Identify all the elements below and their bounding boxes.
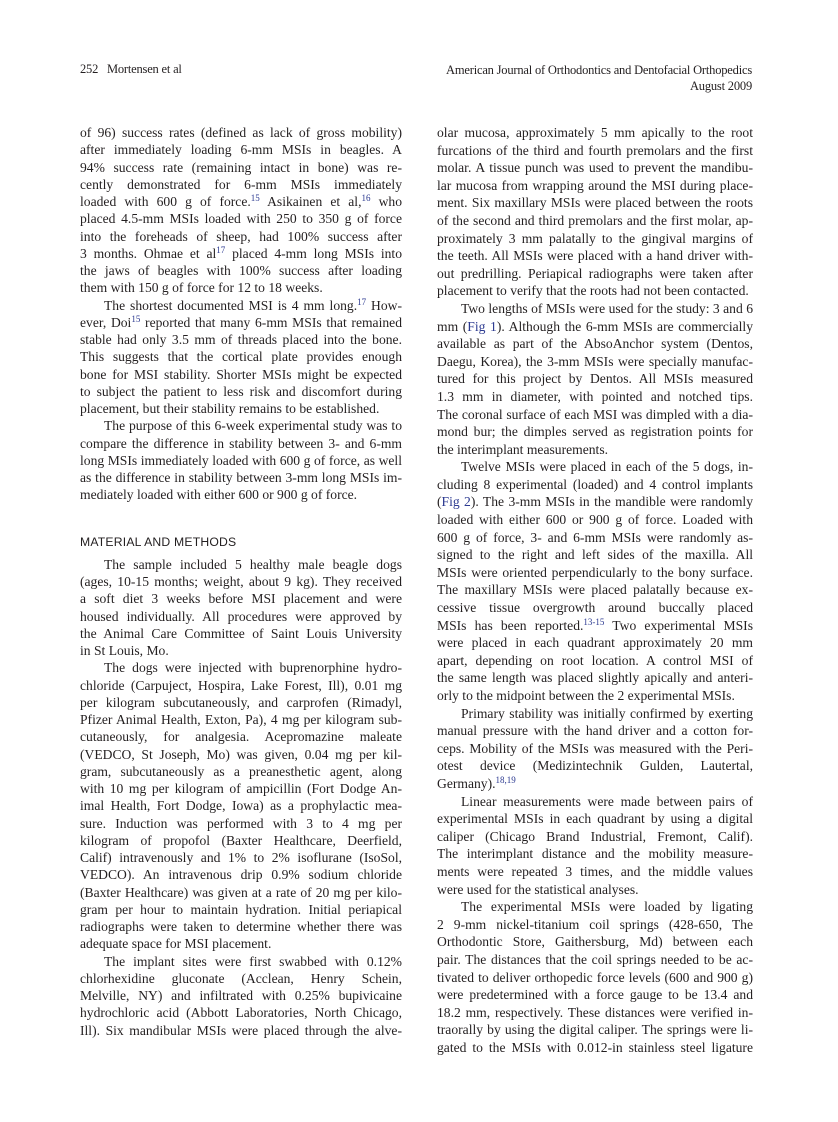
text-line: were predetermined with a force gauge to be 13.4 and: [437, 987, 753, 1003]
text-line: furcations of the third and fourth premolars and the first: [437, 142, 753, 158]
section-heading: MATERIAL AND METHODS: [80, 534, 237, 549]
journal-title: American Journal of Orthodontics and Dentofacial Orthopedics: [446, 63, 752, 77]
text-line: imal Health, Fort Dodge, Iowa) as a prophylactic mea-: [80, 798, 402, 814]
text-line: The purpose of this 6-week experimental study was to: [104, 418, 402, 434]
citation-reference-link[interactable]: 16: [361, 193, 371, 203]
text-line: cluding 8 experimental (loaded) and 4 control implants: [437, 476, 753, 492]
text-line: Orthodontic Store, Gaithersburg, Md) between each: [437, 934, 753, 950]
text-line: The coronal surface of each MSI was dimpled with a dia-: [437, 406, 753, 422]
running-authors: Mortensen et al: [106, 62, 182, 76]
text-line: the Animal Care Committee of Saint Louis University: [80, 625, 402, 641]
text-line: gram, subcutaneously as a preanesthetic agent, along: [80, 763, 402, 779]
left-column: [80, 124, 402, 1039]
text-line: pair. The distances that the coil springs needed to be ac-: [437, 951, 753, 967]
text-line: signed to the right and left sides of the maxilla. All: [437, 547, 753, 563]
citation-reference-link[interactable]: 18,19: [495, 774, 516, 785]
text-line: The shortest documented MSI is 4 mm long.$^{17}$ How-: [104, 296, 402, 313]
right-column: [437, 124, 753, 1056]
text-line: with 10 mg per kilogram of ampicillin (Fort Dodge An-: [80, 781, 402, 796]
text-line: loaded with 600 g of force.$^{15}$ Asikainen et al,$^{16}$ who: [80, 193, 402, 209]
text-line: Melville, NY) and infiltrated with 0.25% bupivicaine: [80, 988, 402, 1003]
text-line: ceps. Mobility of the MSIs was measured with the Peri-: [437, 740, 753, 756]
text-line: VEDCO). An intravenous drip 0.9% sodium chloride: [80, 867, 402, 883]
text-line: proximately 3 mm palatally to the gingival margins of: [437, 230, 753, 246]
text-line: them with 150 g of force for 12 to 18 weeks.: [80, 280, 323, 296]
paragraph: [437, 705, 753, 793]
text-line: The sample included 5 healthy male beagle dogs: [104, 556, 402, 572]
text-line: in St Louis, Mo.: [80, 643, 169, 658]
citation-reference-link[interactable]: 15: [250, 193, 260, 203]
text-line: the interimplant measurements.: [437, 441, 609, 457]
paragraph: [80, 124, 402, 297]
text-line: chlorhexidine gluconate (Acclean, Henry Schein,: [80, 970, 402, 986]
paragraph: [80, 297, 402, 418]
text-line: radiographs were taken to determine whether there was: [80, 919, 402, 934]
text-line: 3 months. Ohmae et $al^{17}$ placed 4-mm long MSIs into: [80, 244, 402, 261]
running-header-right: [446, 62, 752, 94]
text-line: otest device (Medizintechnik Gulden, Lautertal,: [437, 758, 753, 774]
text-line: The implant sites were first swabbed with 0.12%: [104, 953, 402, 969]
text-line: Linear measurements were made between pairs of: [461, 793, 753, 809]
text-line: (VEDCO, St Joseph, Mo) was given, 0.04 mg per kil-: [80, 746, 402, 762]
citation-reference-link[interactable]: 13-15: [583, 616, 605, 627]
text-line: chloride (Carpuject, Hospira, Lake Forest, Ill), 0.01 mg: [80, 677, 402, 693]
text-line: long MSIs immediately loaded with 600 g of force, as well: [80, 452, 402, 468]
text-line: placed 4.5-mm MSIs loaded with 250 to 350 g of force: [80, 211, 402, 227]
text-line: 2 9-mm nickel-titanium coil springs (428-650, The: [437, 916, 753, 932]
text-line: 600 g of force, 3- and 6-mm MSIs were randomly as-: [437, 529, 753, 545]
paragraph: [437, 124, 753, 300]
text-line: The dogs were injected with buprenorphine hydro-: [104, 660, 402, 676]
text-line: Daegu, Korea), the 3-mm MSIs were specially manufac-: [437, 353, 753, 369]
text-line: MSIs has been reported.$^{13-15}$ Two experimental MSIs: [437, 616, 753, 633]
text-line: placement, but their stability remains to be established.: [80, 401, 380, 416]
text-line: (ages, 10-15 months; weight, about 9 kg). They received: [80, 574, 402, 589]
text-line: housed individually. All procedures were approved by: [80, 608, 402, 624]
paragraph: [80, 659, 402, 952]
text-line: of the second and third premolars and the first molar, ap-: [437, 212, 753, 228]
paragraph: [80, 556, 402, 660]
text-line: (Fig 2). The 3-mm MSIs in the mandible were randomly: [437, 494, 753, 510]
text-line: after immediately loading 6-mm MSIs in beagles. A: [80, 142, 402, 158]
text-line: tured for this project by Dentos. All MSIs measured: [437, 371, 753, 387]
text-line: into the foreheads of sheep, had 100% success after: [80, 228, 402, 244]
text-line: orly to the midpoint between the 2 experimental MSIs.: [437, 688, 735, 703]
issue-date: August 2009: [689, 79, 752, 93]
figure-reference-link[interactable]: Fig 1: [467, 318, 497, 334]
text-line: Germany).$^{18,19}$: [437, 774, 516, 791]
text-line: Primary stability was initially confirmed by exerting: [461, 705, 753, 721]
text-line: stable had only 3.5 mm of threads placed into the bone.: [80, 332, 402, 347]
text-line: tivated to deliver orthopedic force levels (600 and 900 g): [437, 969, 753, 985]
text-line: were placed in each quadrant approximately 20 mm: [437, 635, 753, 651]
text-line: experimental MSIs in each quadrant by using a digital: [437, 811, 753, 827]
text-line: lar mucosa from wrapping around the MSI during place-: [437, 177, 753, 193]
paragraph: [437, 458, 753, 704]
text-line: mm (Fig 1). Although the 6-mm MSIs are commercially: [437, 318, 753, 334]
citation-reference-link[interactable]: 15: [131, 313, 141, 324]
paragraph: [80, 953, 402, 1039]
text-line: The experimental MSIs were loaded by ligating: [461, 899, 753, 915]
text-line: (Baxter Healthcare) was given at a rate of 20 mg per kilo-: [80, 884, 402, 900]
text-line: to subject the patient to less risk and discomfort during: [80, 383, 402, 399]
text-line: as the difference in stability between 3-mm long MSIs im-: [80, 470, 402, 485]
text-line: 94% success rate (remaining intact in bone) was re-: [80, 159, 402, 175]
text-line: loaded with either 600 or 900 g of force. Loaded with: [437, 512, 753, 528]
text-line: traorally by using the digital caliper. The springs were li-: [437, 1022, 753, 1038]
text-line: cently demonstrated for 6-mm MSIs immediately: [80, 176, 402, 192]
text-line: mond bur; the dimples served as registration points for: [437, 424, 753, 440]
text-line: ments were repeated 3 times, and the middle values: [437, 863, 753, 879]
text-line: the jaws of beagles with 100% success after loading: [80, 263, 402, 278]
text-line: sure. Induction was performed with 3 to 4 mg per: [80, 815, 402, 831]
paragraph: [437, 300, 753, 458]
text-line: Calif) intravenously and 1% to 2% isoflurane (IsoSol,: [80, 850, 402, 865]
text-line: Ill). Six mandibular MSIs were placed through the alve-: [80, 1022, 402, 1038]
text-line: adequate space for MSI placement.: [80, 936, 272, 952]
text-line: compare the difference in stability between 3- and 6-mm: [80, 435, 402, 451]
citation-reference-link[interactable]: 17: [357, 296, 367, 307]
text-line: This suggests that the cortical plate provides enough: [80, 349, 402, 365]
text-line: The maxillary MSIs were placed palatally because ex-: [437, 582, 753, 598]
text-line: mediately loaded with either 600 or 900 g of force.: [80, 487, 358, 503]
paragraph: [80, 417, 402, 503]
text-line: of 96) success rates (defined as lack of gross mobility): [80, 125, 402, 140]
text-line: ment. Six maxillary MSIs were placed between the roots: [437, 195, 753, 211]
text-line: the teeth. All MSIs were placed with a hand driver with-: [437, 248, 753, 264]
text-line: placement to verify that the roots had not been contacted.: [437, 283, 749, 299]
text-line: Two lengths of MSIs were used for the study: 3 and 6: [461, 300, 753, 316]
paragraph: [437, 793, 753, 899]
text-line: 1.3 mm in diameter, with pointed and notched tips.: [437, 388, 753, 404]
text-line: bone for MSI stability. Shorter MSIs might be expected: [80, 366, 402, 382]
figure-reference-link[interactable]: Fig 2: [441, 494, 471, 510]
text-line: The interimplant distance and the mobility measure-: [437, 846, 753, 862]
text-line: cutaneously, for analgesia. Acepromazine maleate: [80, 729, 402, 745]
page-number: 252: [80, 62, 99, 76]
text-line: kilogram of propofol (Baxter Healthcare, Deerfield,: [80, 832, 402, 848]
text-line: olar mucosa, approximately 5 mm apically to the root: [437, 125, 753, 140]
text-line: Pfizer Animal Health, Exton, Pa), 4 mg per kilogram sub-: [80, 712, 402, 727]
text-line: per kilogram subcutaneously, and carprofen (Rimadyl,: [80, 694, 402, 710]
text-line: 18.2 mm, respectively. These distances were verified in-: [437, 1004, 753, 1020]
text-line: out predrilling. Periapical radiographs were taken after: [437, 265, 753, 281]
text-line: the same length was placed slightly apically and anteri-: [437, 670, 753, 686]
text-line: caliper (Chicago Brand Industrial, Fremont, Calif).: [437, 828, 753, 844]
text-line: were used for the statistical analyses.: [437, 881, 639, 897]
text-line: MSIs were oriented perpendicularly to the bony surface.: [437, 564, 753, 580]
text-line: gated to the MSIs with 0.012-in stainless steel ligature: [437, 1039, 753, 1055]
citation-reference-link[interactable]: 17: [216, 244, 226, 255]
text-line: cessive tissue overgrowth around buccally placed: [437, 600, 753, 616]
text-line: a soft diet 3 weeks before MSI placement and were: [80, 591, 402, 607]
paragraph: [437, 898, 753, 1056]
text-line: apart, depending on root location. A control MSI of: [437, 652, 753, 668]
text-line: molar. A tissue punch was used to prevent the mandibu-: [437, 160, 753, 176]
text-line: ever, Doi$^{15}$ reported that many 6-mm MSIs that remained: [80, 313, 402, 330]
text-line: Twelve MSIs were placed in each of the 5 dogs, in-: [461, 459, 753, 475]
text-line: gram per hour to maintain hydration. Initial periapical: [80, 901, 402, 917]
running-header-left: [80, 62, 182, 77]
text-line: manual pressure with the hand driver and a cotton for-: [437, 723, 753, 739]
text-line: hydrochloric acid (Abbott Laboratories, North Chicago,: [80, 1005, 402, 1021]
text-line: available as part of the AbsoAnchor system (Dentos,: [437, 336, 753, 352]
